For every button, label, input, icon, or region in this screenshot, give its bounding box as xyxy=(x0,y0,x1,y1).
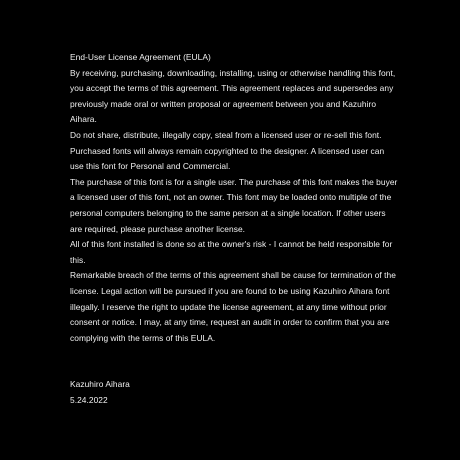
paragraph-single-user: The purchase of this font is for a single user. The purchase of this font makes the buyer a licensed user of this font, not an owner. This font may be loaded onto multiple of the personal computers belonging to the same person at a single location. If other users are required, please purchase another license. xyxy=(70,176,398,234)
paragraph-risk: All of this font installed is done so at the owner's risk - I cannot be held responsible for this. xyxy=(70,239,393,265)
signature-date: 5.24.2022 xyxy=(70,394,108,405)
document-title: End-User License Agreement (EULA) xyxy=(70,52,211,62)
paragraph-breach: Remarkable breach of the terms of this agreement shall be cause for termination of the license. Legal action will be pursued if you are found to be using Kazuhiro Aihara font illegally. I reserve the right to update the license agreement, at any time without prior consent or notice. I may, at any time, request an audit in order to confirm that you are complying with the terms of this EULA. xyxy=(70,270,396,343)
license-document xyxy=(70,50,400,408)
paragraph-acceptance: By receiving, purchasing, downloading, installing, using or otherwise handling this font, you accept the terms of this agreement. This agreement replaces and supersedes any previously made oral or written proposal or agreement between you and Kazuhiro Aihara. xyxy=(70,67,396,125)
paragraph-copyright: Purchased fonts will always remain copyrighted to the designer. A licensed user can use this font for Personal and Commercial. xyxy=(70,145,385,172)
paragraph-no-sharing: Do not share, distribute, illegally copy, steal from a licensed user or re-sell this font. xyxy=(70,129,382,140)
signature-name: Kazuhiro Aihara xyxy=(70,379,130,390)
